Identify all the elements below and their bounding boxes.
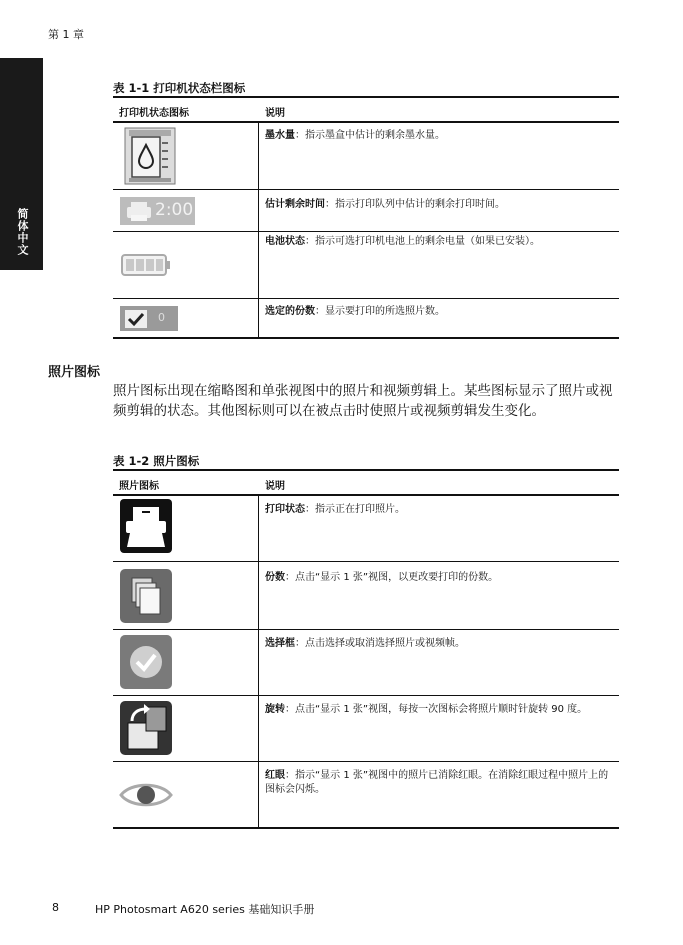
language-side-tab xyxy=(0,58,43,270)
table2-row-desc xyxy=(265,503,615,517)
table1-row-desc xyxy=(265,198,615,212)
divider xyxy=(113,561,619,562)
column-divider xyxy=(258,494,259,827)
term: 电池状态 xyxy=(265,236,305,247)
divider xyxy=(113,494,619,496)
table2-row-desc xyxy=(265,769,615,797)
footer-title: HP Photosmart A620 series 基础知识手册 xyxy=(95,903,315,916)
term: 红眼 xyxy=(265,770,285,781)
divider xyxy=(113,629,619,630)
column-divider xyxy=(258,121,259,339)
table2-row-desc xyxy=(265,703,615,717)
divider xyxy=(113,231,619,232)
description-text: ：指示“显示 1 张”视图中的照片已消除红眼。在消除红眼过程中照片上的图标会闪烁。 xyxy=(265,770,609,795)
table2 xyxy=(113,469,619,831)
term: 墨水量 xyxy=(265,130,295,141)
battery-icon xyxy=(121,252,171,282)
copies-selected-icon xyxy=(120,306,178,331)
table2-col-desc-header: 说明 xyxy=(265,481,285,492)
divider xyxy=(113,761,619,762)
table2-row-desc xyxy=(265,637,615,651)
table2-row-desc xyxy=(265,571,615,585)
side-tab-label: 简体中文 xyxy=(16,208,29,256)
description-text: ：点击“显示 1 张”视图，每按一次图标会将照片顺时针旋转 90 度。 xyxy=(285,704,588,715)
divider xyxy=(113,827,619,829)
term: 份数 xyxy=(265,572,285,583)
term: 选择框 xyxy=(265,638,295,649)
table2-title: 表 1-2 照片图标 xyxy=(113,454,200,468)
divider xyxy=(113,695,619,696)
copies-icon xyxy=(120,569,172,627)
divider xyxy=(113,189,619,190)
select-box-icon xyxy=(120,635,172,693)
term: 选定的份数 xyxy=(265,306,315,317)
description-text: ：指示墨盒中估计的剩余墨水量。 xyxy=(295,130,445,141)
table1-row-desc xyxy=(265,129,615,143)
term: 打印状态 xyxy=(265,504,305,515)
divider xyxy=(113,298,619,299)
description-text: ：点击“显示 1 张”视图，以更改要打印的份数。 xyxy=(285,572,499,583)
table1-col-icon-header: 打印机状态图标 xyxy=(119,108,189,119)
table1-row-desc xyxy=(265,235,615,249)
divider xyxy=(113,121,619,123)
table1-title: 表 1-1 打印机状态栏图标 xyxy=(113,81,246,95)
red-eye-icon xyxy=(118,777,174,817)
rotate-icon xyxy=(120,701,172,759)
description-text: ：显示要打印的所选照片数。 xyxy=(315,306,445,317)
table1-col-desc-header: 说明 xyxy=(265,108,285,119)
term: 旋转 xyxy=(265,704,285,715)
description-text: ：指示打印队列中估计的剩余打印时间。 xyxy=(325,199,505,210)
description-text: ：点击选择或取消选择照片或视频帧。 xyxy=(295,638,465,649)
time-readout: 2:00 xyxy=(155,200,194,220)
description-text: ：指示可选打印机电池上的剩余电量（如果已安装）。 xyxy=(305,236,540,247)
table2-col-icon-header: 照片图标 xyxy=(119,481,159,492)
copy-count: 0 xyxy=(158,311,165,324)
printer-time-icon xyxy=(120,197,195,225)
page-number: 8 xyxy=(52,901,59,914)
divider xyxy=(113,337,619,339)
description-text: ：指示正在打印照片。 xyxy=(305,504,405,515)
divider xyxy=(113,469,619,471)
print-status-icon xyxy=(120,499,172,557)
section-heading: 照片图标 xyxy=(48,365,101,380)
divider xyxy=(113,96,619,98)
ink-level-icon xyxy=(124,127,176,189)
table1 xyxy=(113,96,619,341)
table1-row-desc xyxy=(265,305,615,319)
section-paragraph: 照片图标出现在缩略图和单张视图中的照片和视频剪辑上。某些图标显示了照片或视频剪辑的状态。其他图标则可以在被点击时使照片或视频剪辑发生变化。 xyxy=(113,383,613,419)
term: 估计剩余时间 xyxy=(265,199,325,210)
chapter-label: 第 1 章 xyxy=(48,28,84,41)
